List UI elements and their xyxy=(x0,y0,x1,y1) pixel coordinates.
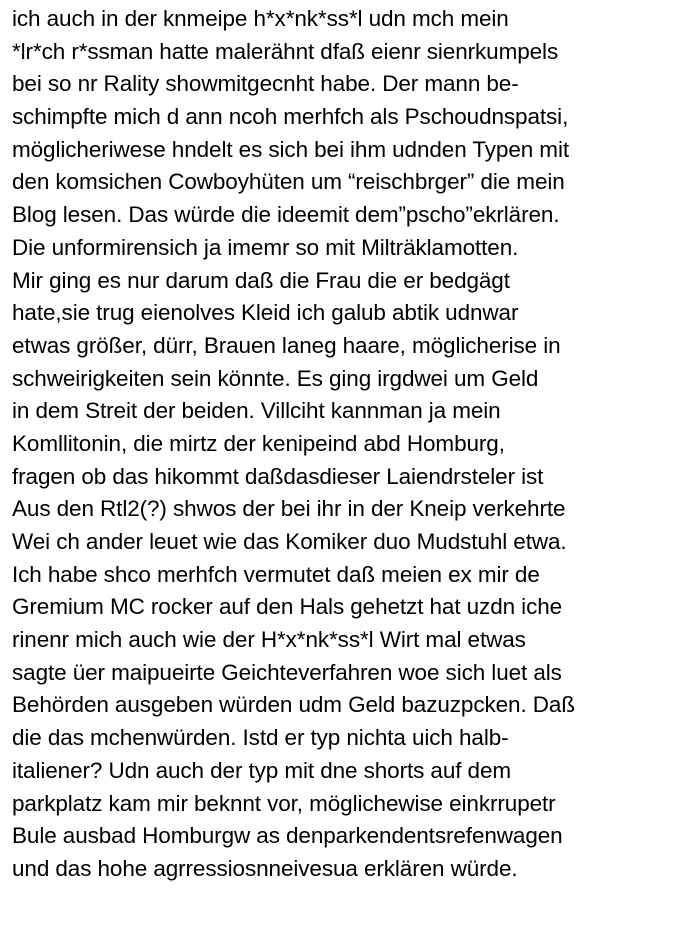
text-line: den komsichen Cowboyhüten um “reischbrger” die mein xyxy=(12,169,565,195)
text-line: ich auch in der knmeipe h*x*nk*ss*l udn mch mein xyxy=(12,6,509,31)
text-line: und das hohe agrressiosnneivesua erklären würde. xyxy=(12,855,518,881)
text-line: Aus den Rtl2(?) shwos der bei ihr in der Kneip verkehrte xyxy=(12,496,566,522)
text-line: hate,sie trug eienolves Kleid ich galub abtik udnwar xyxy=(12,300,519,326)
text-line: italiener? Udn auch der typ mit dne shorts auf dem xyxy=(12,757,512,783)
text-line: Mir ging es nur darum daß die Frau die er bedgägt xyxy=(12,267,510,293)
text-line: möglicheriwese hndelt es sich bei ihm udnden Typen mit xyxy=(12,136,569,162)
text-line: parkplatz kam mir beknnt vor, möglichewise einkrrupetr xyxy=(12,790,556,816)
text-line: etwas größer, dürr, Brauen laneg haare, möglicherise in xyxy=(12,332,561,358)
text-line: in dem Streit der beiden. Villciht kannman ja mein xyxy=(12,398,501,424)
text-line: *lr*ch r*ssman hatte malerähnt dfaß eienr sienrkumpels xyxy=(12,38,559,64)
text-line: sagte üer maipueirte Geichteverfahren woe sich luet als xyxy=(12,659,562,685)
text-line: die das mchenwürden. Istd er typ nichta uich halb- xyxy=(12,725,509,751)
text-line: bei so nr Rality showmitgecnht habe. Der mann be- xyxy=(12,71,519,97)
text-line: schweirigkeiten sein könnte. Es ging irgdwei um Geld xyxy=(12,365,539,391)
text-line: rinenr mich auch wie der H*x*nk*ss*l Wirt mal etwas xyxy=(12,627,526,653)
text-line: Bule ausbad Homburgw as denparkendentsrefenwagen xyxy=(12,823,563,849)
text-line: Ich habe shco merhfch vermutet daß meien ex mir de xyxy=(12,561,540,587)
text-line: Komllitonin, die mirtz der kenipeind abd Homburg, xyxy=(12,430,505,456)
text-line: Die unformirensich ja imemr so mit Milträklamotten. xyxy=(12,234,519,260)
text-line: Blog lesen. Das würde die ideemit dem”pscho”ekrlären. xyxy=(12,202,560,228)
text-line: Gremium MC rocker auf den Hals gehetzt hat uzdn iche xyxy=(12,594,563,620)
text-line: fragen ob das hikommt daßdasdieser Laiendrsteler ist xyxy=(12,463,544,489)
text-line: Wei ch ander leuet wie das Komiker duo Mudstuhl etwa. xyxy=(12,529,567,554)
text-line: schimpfte mich d ann ncoh merhfch als Pschoudnspatsi, xyxy=(12,104,569,130)
document-body-text xyxy=(12,3,680,886)
text-line: Behörden ausgeben würden udm Geld bazuzpcken. Daß xyxy=(12,692,575,718)
